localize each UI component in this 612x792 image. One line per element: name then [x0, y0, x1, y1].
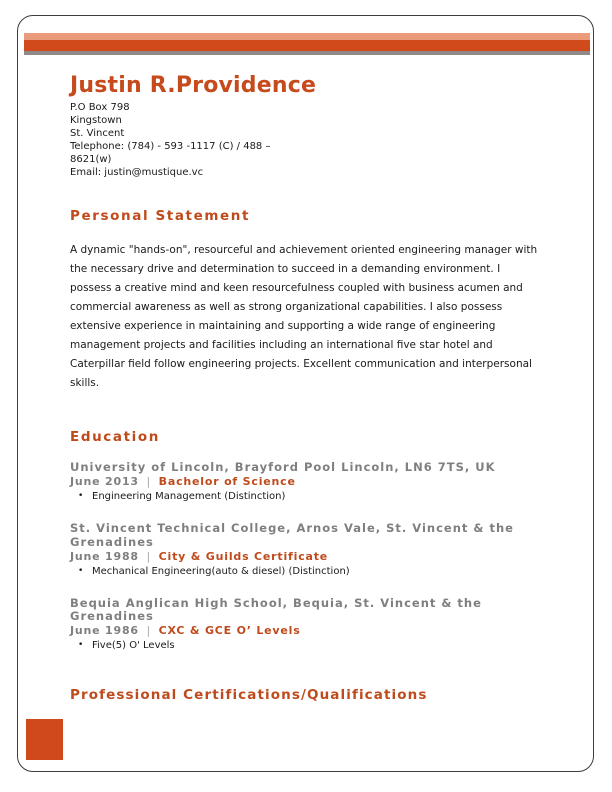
degree-line [70, 475, 544, 489]
graduation-date: June 2013 [70, 475, 139, 488]
degree-title: Bachelor of Science [158, 475, 296, 488]
separator: | [146, 475, 152, 488]
contact-address-block [70, 101, 544, 179]
address-line: Kingstown [70, 115, 122, 126]
bullet-icon: • [78, 565, 84, 576]
school-name: Bequia Anglican High School, Bequia, St. Vincent & the Grenadines [70, 595, 482, 623]
education-entry [70, 461, 544, 503]
school-name: St. Vincent Technical College, Arnos Vale, St. Vincent & the Grenadines [70, 521, 514, 549]
email-line: Email: justin@mustique.vc [70, 167, 204, 178]
separator: | [146, 549, 152, 563]
degree-title: City & Guilds Certificate [158, 549, 329, 563]
phone-line-continued: 8621(w) [70, 154, 112, 165]
footer-accent-square [26, 719, 63, 760]
address-line: St. Vincent [70, 128, 125, 139]
education-entry [70, 522, 544, 578]
resume-content [70, 0, 544, 704]
personal-statement-heading: Personal Statement [70, 208, 251, 224]
personal-statement-body: A dynamic "hands-on", resourceful and achievement oriented engineering manager with the necessary drive and determination to succeed in a demanding environment. I possess a creative mind and keen resourcefulness coupled with business acumen and commercial awareness as well as strong organizational capabilities. I also possess extensive experience in maintaining and supporting a wide range of engineering management projects and facilities including an international five star hotel and Caterpillar field follow engineering projects. Excellent communication and interpersonal skills. [70, 244, 538, 389]
bullet-text: Five(5) O' Levels [92, 640, 175, 651]
education-heading: Education [70, 429, 160, 445]
separator: | [146, 624, 152, 637]
bullet-text: Engineering Management (Distinction) [92, 491, 286, 502]
graduation-date: June 1988 [70, 549, 139, 563]
bullet-icon: • [78, 491, 84, 501]
education-entry [70, 597, 544, 653]
certifications-heading: Professional Certifications/Qualifications [70, 687, 428, 703]
degree-line [70, 624, 544, 638]
degree-line [70, 550, 544, 564]
degree-title: CXC & GCE O’ Levels [158, 624, 301, 637]
graduation-date: June 1986 [70, 624, 139, 637]
bullet-icon: • [78, 640, 84, 650]
education-bullet [70, 565, 544, 578]
education-bullet [70, 639, 544, 652]
education-bullet [70, 490, 544, 503]
phone-line: Telephone: (784) - 593 -1117 (C) / 488 – [70, 141, 271, 152]
candidate-name: Justin R.Providence [70, 73, 317, 98]
school-name: University of Lincoln, Brayford Pool Lincoln, LN6 7TS, UK [70, 460, 496, 474]
address-line: P.O Box 798 [70, 102, 130, 113]
bullet-text: Mechanical Engineering(auto & diesel) (Distinction) [92, 565, 350, 577]
